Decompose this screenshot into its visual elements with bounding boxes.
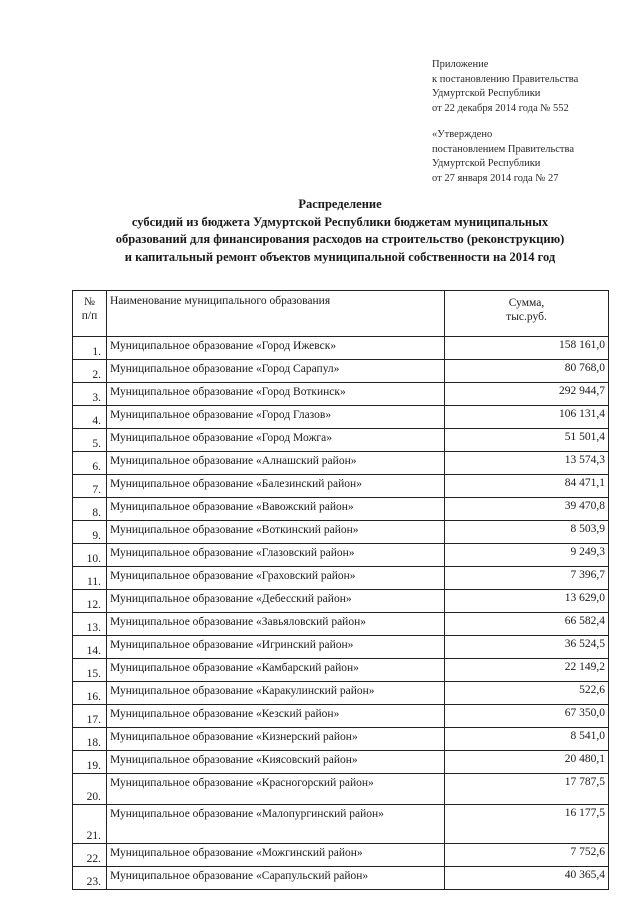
row-number: 10. xyxy=(73,544,107,567)
row-name: Муниципальное образование «Малопургинский район» xyxy=(107,805,445,844)
table-row xyxy=(73,544,609,567)
row-sum: 292 944,7 xyxy=(445,383,609,406)
heading-title: Распределение xyxy=(298,197,382,211)
row-name: Муниципальное образование «Можгинский район» xyxy=(107,844,445,867)
row-number: 9. xyxy=(73,521,107,544)
table-row xyxy=(73,682,609,705)
row-name: Муниципальное образование «Игринский район» xyxy=(107,636,445,659)
heading-subtitle-line: субсидий из бюджета Удмуртской Республики бюджетам муниципальных xyxy=(131,214,549,229)
row-number: 4. xyxy=(73,406,107,429)
subsidy-table xyxy=(72,290,609,890)
table-row xyxy=(73,805,609,844)
header-number-line1: № xyxy=(84,296,95,308)
table-row xyxy=(73,659,609,682)
row-sum: 22 149,2 xyxy=(445,659,609,682)
row-number: 1. xyxy=(73,337,107,360)
appendix-line: к постановлению Правительства xyxy=(432,73,579,85)
row-sum: 8 541,0 xyxy=(445,728,609,751)
row-number: 18. xyxy=(73,728,107,751)
row-name: Муниципальное образование «Город Воткинск» xyxy=(107,383,445,406)
header-number xyxy=(73,291,107,337)
row-name: Муниципальное образование «Граховский район» xyxy=(107,567,445,590)
row-sum: 9 249,3 xyxy=(445,544,609,567)
row-sum: 7 396,7 xyxy=(445,567,609,590)
row-sum: 67 350,0 xyxy=(445,705,609,728)
row-name: Муниципальное образование «Каракулинский район» xyxy=(107,682,445,705)
appendix-stamp xyxy=(432,58,632,116)
table-header-row xyxy=(73,291,609,337)
row-sum: 66 582,4 xyxy=(445,613,609,636)
row-name: Муниципальное образование «Город Сарапул» xyxy=(107,360,445,383)
row-name: Муниципальное образование «Камбарский район» xyxy=(107,659,445,682)
row-number: 5. xyxy=(73,429,107,452)
row-name: Муниципальное образование «Завьяловский район» xyxy=(107,613,445,636)
row-name: Муниципальное образование «Сарапульский район» xyxy=(107,867,445,890)
row-number: 11. xyxy=(73,567,107,590)
approval-line: постановлением Правительства xyxy=(432,143,575,155)
heading-subtitle-line: образований для финансирования расходов на строительство (реконструкцию) xyxy=(115,232,565,246)
row-sum: 522,6 xyxy=(445,682,609,705)
appendix-line: Удмуртской Республики xyxy=(432,88,541,99)
row-number: 22. xyxy=(73,844,107,867)
row-number: 21. xyxy=(73,805,107,844)
table-row xyxy=(73,521,609,544)
table-row xyxy=(73,383,609,406)
approval-line: Удмуртской Республики xyxy=(432,158,541,169)
table-row xyxy=(73,728,609,751)
table-row xyxy=(73,475,609,498)
row-sum: 36 524,5 xyxy=(445,636,609,659)
table-row xyxy=(73,774,609,805)
row-number: 12. xyxy=(73,590,107,613)
row-name: Муниципальное образование «Балезинский район» xyxy=(107,475,445,498)
row-number: 8. xyxy=(73,498,107,521)
row-number: 3. xyxy=(73,383,107,406)
row-sum: 8 503,9 xyxy=(445,521,609,544)
row-sum: 106 131,4 xyxy=(445,406,609,429)
row-name: Муниципальное образование «Воткинский район» xyxy=(107,521,445,544)
table-row xyxy=(73,498,609,521)
row-sum: 16 177,5 xyxy=(445,805,609,844)
table-row xyxy=(73,429,609,452)
header-sum-line1: Сумма, xyxy=(508,297,545,309)
table-row xyxy=(73,590,609,613)
table-row xyxy=(73,844,609,867)
table-row xyxy=(73,636,609,659)
table-row xyxy=(73,452,609,475)
row-name: Муниципальное образование «Кезский район» xyxy=(107,705,445,728)
table-row xyxy=(73,613,609,636)
row-sum: 39 470,8 xyxy=(445,498,609,521)
table-row xyxy=(73,337,609,360)
row-name: Муниципальное образование «Город Ижевск» xyxy=(107,337,445,360)
row-name: Муниципальное образование «Киясовский район» xyxy=(107,751,445,774)
row-number: 20. xyxy=(73,774,107,805)
row-number: 23. xyxy=(73,867,107,890)
row-name: Муниципальное образование «Алнашский район» xyxy=(107,452,445,475)
table-row xyxy=(73,867,609,890)
header-name: Наименование муниципального образования xyxy=(107,291,445,337)
row-name: Муниципальное образование «Город Можга» xyxy=(107,429,445,452)
row-sum: 20 480,1 xyxy=(445,751,609,774)
table-row xyxy=(73,406,609,429)
row-name: Муниципальное образование «Вавожский район» xyxy=(107,498,445,521)
header-number-line2: п/п xyxy=(81,310,98,322)
row-number: 7. xyxy=(73,475,107,498)
approval-line: от 27 января 2014 года № 27 xyxy=(432,172,559,184)
row-number: 13. xyxy=(73,613,107,636)
row-name: Муниципальное образование «Красногорский район» xyxy=(107,774,445,805)
appendix-line: от 22 декабря 2014 года № 552 xyxy=(432,102,569,114)
table-row xyxy=(73,360,609,383)
row-name: Муниципальное образование «Глазовский район» xyxy=(107,544,445,567)
heading-subtitle-line: и капитальный ремонт объектов муниципальной собственности на 2014 год xyxy=(124,249,556,264)
row-sum: 84 471,1 xyxy=(445,475,609,498)
row-sum: 51 501,4 xyxy=(445,429,609,452)
row-number: 19. xyxy=(73,751,107,774)
header-sum xyxy=(445,291,609,337)
header-sum-line2: тыс.руб. xyxy=(506,311,547,323)
approval-line: «Утверждено xyxy=(432,129,493,140)
row-number: 2. xyxy=(73,360,107,383)
row-number: 15. xyxy=(73,659,107,682)
table-row xyxy=(73,705,609,728)
table-row xyxy=(73,567,609,590)
table-row xyxy=(73,751,609,774)
row-number: 6. xyxy=(73,452,107,475)
row-sum: 17 787,5 xyxy=(445,774,609,805)
row-sum: 7 752,6 xyxy=(445,844,609,867)
row-sum: 13 574,3 xyxy=(445,452,609,475)
approval-stamp xyxy=(432,128,632,186)
row-sum: 80 768,0 xyxy=(445,360,609,383)
row-number: 16. xyxy=(73,682,107,705)
row-name: Муниципальное образование «Дебесский район» xyxy=(107,590,445,613)
row-number: 17. xyxy=(73,705,107,728)
row-number: 14. xyxy=(73,636,107,659)
row-sum: 40 365,4 xyxy=(445,867,609,890)
row-sum: 13 629,0 xyxy=(445,590,609,613)
row-sum: 158 161,0 xyxy=(445,337,609,360)
row-name: Муниципальное образование «Кизнерский район» xyxy=(107,728,445,751)
row-name: Муниципальное образование «Город Глазов» xyxy=(107,406,445,429)
document-heading xyxy=(60,196,620,266)
appendix-line: Приложение xyxy=(432,59,489,70)
